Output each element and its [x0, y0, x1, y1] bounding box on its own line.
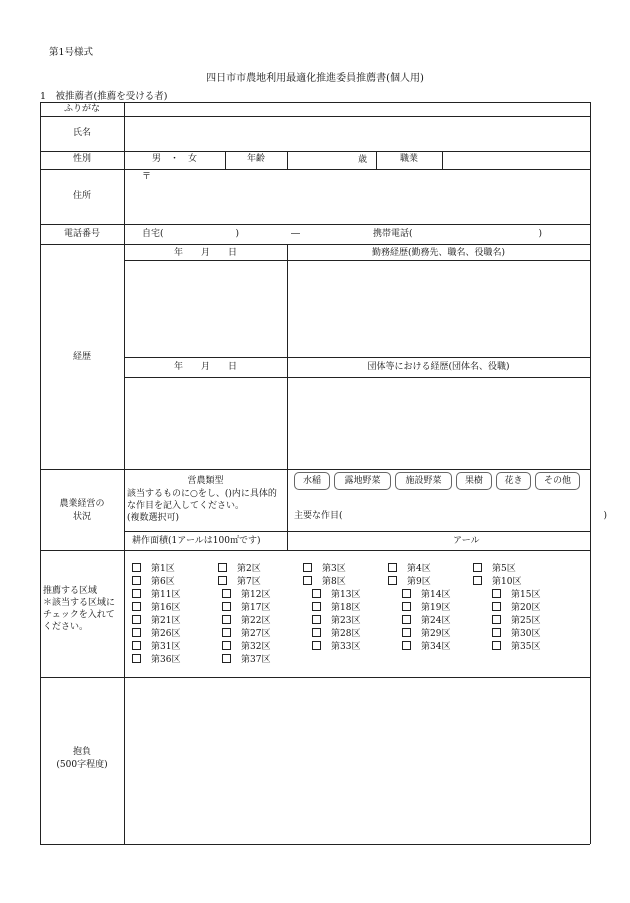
row-divider — [40, 244, 590, 245]
row-divider — [40, 550, 590, 551]
checkbox-icon[interactable] — [312, 589, 321, 598]
district-checkbox[interactable]: 第17区 — [222, 602, 270, 614]
district-checkbox[interactable]: 第2区 — [218, 563, 261, 575]
date-header: 年 月 日 — [173, 248, 237, 258]
checkbox-icon[interactable] — [132, 654, 141, 663]
district-checkbox[interactable]: 第25区 — [492, 615, 540, 627]
checkbox-icon[interactable] — [402, 602, 411, 611]
furigana-input[interactable] — [125, 103, 590, 116]
district-checkbox[interactable]: 第24区 — [402, 615, 450, 627]
row-divider — [40, 469, 590, 470]
checkbox-icon[interactable] — [402, 615, 411, 624]
furigana-label: ふりがな — [63, 104, 100, 114]
district-checkbox[interactable]: 第9区 — [388, 576, 431, 588]
district-checkbox[interactable]: 第27区 — [222, 628, 270, 640]
farm-type-open-field-vegetables[interactable]: 露地野菜 — [334, 472, 391, 490]
table-border-bottom — [40, 844, 590, 845]
form-number: 第1号様式 — [49, 47, 94, 58]
checkbox-icon[interactable] — [222, 589, 231, 598]
farming-status-label: 農業経営の 状況 — [59, 499, 105, 522]
phone-label: 電話番号 — [63, 229, 100, 239]
checkbox-icon[interactable] — [303, 576, 312, 585]
district-checkbox[interactable]: 第26区 — [132, 628, 180, 640]
table-border-left — [40, 102, 41, 844]
checkbox-icon[interactable] — [492, 615, 501, 624]
occupation-label: 職業 — [399, 154, 418, 164]
farm-type-greenhouse-vegetables[interactable]: 施設野菜 — [395, 472, 452, 490]
farm-type-other[interactable]: その他 — [535, 472, 580, 490]
district-checkbox[interactable]: 第13区 — [312, 589, 360, 601]
checkbox-icon[interactable] — [222, 615, 231, 624]
district-checkbox[interactable]: 第8区 — [303, 576, 346, 588]
district-checkbox[interactable]: 第16区 — [132, 602, 180, 614]
date-header: 年 月 日 — [173, 362, 237, 372]
occupation-input[interactable] — [443, 152, 590, 169]
name-label: 氏名 — [72, 128, 91, 138]
phone-dash: ― — [291, 229, 300, 239]
checkbox-icon[interactable] — [388, 563, 397, 572]
district-checkbox[interactable]: 第28区 — [312, 628, 360, 640]
checkbox-icon[interactable] — [303, 563, 312, 572]
checkbox-icon[interactable] — [388, 576, 397, 585]
checkbox-icon[interactable] — [222, 654, 231, 663]
recommend-area-label: 推薦する区域 ＊該当する区域にチェックを入れてください。 — [43, 586, 116, 632]
farm-type-instruction: 該当するものに○をし、()内に具体的な作目を記入してください。 (複数選択可) — [127, 489, 277, 523]
checkbox-icon[interactable] — [492, 602, 501, 611]
farm-type-flowers[interactable]: 花き — [496, 472, 531, 490]
checkbox-icon[interactable] — [218, 576, 227, 585]
checkbox-icon[interactable] — [218, 563, 227, 572]
district-checkbox[interactable]: 第4区 — [388, 563, 431, 575]
district-checkbox[interactable]: 第18区 — [312, 602, 360, 614]
checkbox-icon[interactable] — [222, 641, 231, 650]
mobile-phone-label: 携帯電話( ) — [373, 229, 543, 239]
district-checkbox[interactable]: 第5区 — [473, 563, 516, 575]
checkbox-icon[interactable] — [222, 602, 231, 611]
district-checkbox[interactable]: 第12区 — [222, 589, 270, 601]
age-unit: 歳 — [358, 155, 368, 165]
aspiration-label: 抱負 (500字程度) — [56, 747, 108, 770]
checkbox-icon[interactable] — [312, 615, 321, 624]
home-phone-label: 自宅( ) — [142, 229, 240, 239]
district-checkbox[interactable]: 第15区 — [492, 589, 540, 601]
cultivated-area-input[interactable] — [288, 532, 448, 550]
checkbox-icon[interactable] — [492, 628, 501, 637]
checkbox-icon[interactable] — [132, 563, 141, 572]
org-history-input[interactable] — [125, 378, 587, 469]
age-label: 年齢 — [246, 154, 265, 164]
are-unit: アール — [453, 536, 480, 546]
postal-mark: 〒 — [142, 172, 152, 182]
district-checkbox[interactable]: 第21区 — [132, 615, 180, 627]
checkbox-icon[interactable] — [132, 576, 141, 585]
district-checkbox[interactable]: 第11区 — [132, 589, 180, 601]
checkbox-icon[interactable] — [132, 615, 141, 624]
address-label: 住所 — [72, 191, 91, 201]
checkbox-icon[interactable] — [132, 641, 141, 650]
name-input[interactable] — [125, 117, 590, 151]
district-checkbox[interactable]: 第1区 — [132, 563, 175, 575]
farm-type-fruit-trees[interactable]: 果樹 — [456, 472, 492, 490]
checkbox-icon[interactable] — [473, 563, 482, 572]
row-divider — [124, 357, 590, 358]
age-input[interactable] — [288, 152, 356, 169]
document-title: 四日市市農地利用最適化推進委員推薦書(個人用) — [206, 73, 424, 84]
checkbox-icon[interactable] — [402, 589, 411, 598]
checkbox-icon[interactable] — [492, 641, 501, 650]
farm-type-rice[interactable]: 水稲 — [294, 472, 330, 490]
checkbox-icon[interactable] — [402, 628, 411, 637]
cultivated-area-label: 耕作面積(1アールは100㎡です) — [132, 536, 261, 546]
district-checkbox[interactable]: 第32区 — [222, 641, 270, 653]
address-input[interactable] — [155, 170, 590, 224]
checkbox-icon[interactable] — [132, 628, 141, 637]
org-history-header: 団体等における経歴(団体名、役職) — [367, 362, 510, 372]
district-checkbox[interactable]: 第19区 — [402, 602, 450, 614]
district-checkbox[interactable]: 第14区 — [402, 589, 450, 601]
farm-type-heading: 営農類型 — [187, 476, 224, 486]
work-history-header: 勤務経歴(勤務先、職名、役職名) — [371, 248, 506, 258]
table-border-right — [590, 102, 591, 844]
work-history-input[interactable] — [125, 261, 587, 357]
career-label: 経歴 — [72, 352, 91, 362]
checkbox-icon[interactable] — [222, 628, 231, 637]
section-heading: 1 被推薦者(推薦を受ける者) — [40, 91, 168, 102]
district-checkbox[interactable]: 第6区 — [132, 576, 175, 588]
district-checkbox[interactable]: 第31区 — [132, 641, 180, 653]
district-checkbox[interactable]: 第20区 — [492, 602, 540, 614]
district-checkbox[interactable]: 第34区 — [402, 641, 450, 653]
district-checkbox[interactable]: 第3区 — [303, 563, 346, 575]
district-checkbox[interactable]: 第37区 — [222, 654, 270, 666]
district-checkbox[interactable]: 第29区 — [402, 628, 450, 640]
checkbox-icon[interactable] — [312, 602, 321, 611]
district-checkbox[interactable]: 第33区 — [312, 641, 360, 653]
checkbox-icon[interactable] — [402, 641, 411, 650]
district-checkbox[interactable]: 第10区 — [473, 576, 521, 588]
district-checkbox[interactable]: 第7区 — [218, 576, 261, 588]
main-crop-label: 主要な作目( ) — [294, 511, 608, 521]
district-checkbox[interactable]: 第22区 — [222, 615, 270, 627]
district-checkbox[interactable]: 第35区 — [492, 641, 540, 653]
checkbox-icon[interactable] — [312, 641, 321, 650]
aspiration-input[interactable] — [125, 678, 590, 844]
district-checkbox[interactable]: 第23区 — [312, 615, 360, 627]
district-checkbox[interactable]: 第36区 — [132, 654, 180, 666]
checkbox-icon[interactable] — [492, 589, 501, 598]
district-checkbox[interactable]: 第30区 — [492, 628, 540, 640]
checkbox-icon[interactable] — [312, 628, 321, 637]
checkbox-icon[interactable] — [473, 576, 482, 585]
gender-label: 性別 — [72, 154, 91, 164]
checkbox-icon[interactable] — [132, 589, 141, 598]
gender-options: 男 ・ 女 — [151, 154, 197, 164]
checkbox-icon[interactable] — [132, 602, 141, 611]
row-divider — [40, 224, 590, 225]
